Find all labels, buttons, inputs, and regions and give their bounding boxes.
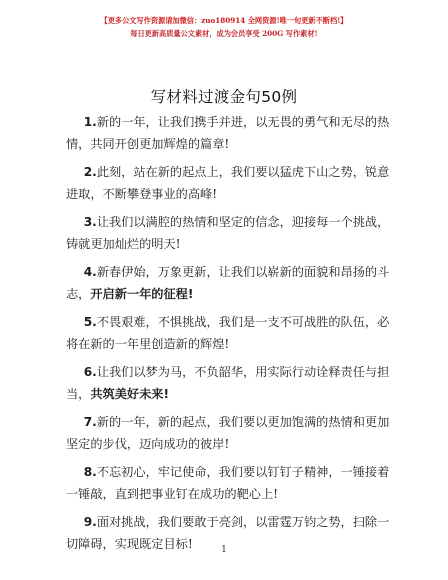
item-number: 5. [83,315,97,329]
list-item [66,161,396,205]
item-text: 让我们以满腔的热情和坚定的信念，迎接每一个挑战，铸就更加灿烂的明天! [66,215,390,251]
item-number: 3. [83,215,97,229]
item-text: 不畏艰难，不惧挑战，我们是一支不可战胜的队伍，必将在新的一年里创造新的辉煌! [66,315,390,351]
item-number: 6. [83,365,97,379]
list-item [66,361,396,405]
item-text: 不忘初心，牢记使命，我们要以钉钉子精神，一锤接着一锤敲，直到把事业钉在成功的靶心上! [66,465,390,501]
item-number: 8. [83,465,97,479]
list-item [66,111,396,155]
promo-line-2: 每日更新高质量公文素材，成为会员享受 200G 写作素材! [130,29,318,38]
document-body [66,111,396,561]
item-text: 面对挑战，我们要敢于亮剑，以雷霆万钧之势，扫除一切障碍，实现既定目标! [66,515,390,551]
document-title: 写材料过渡金句50例 [150,88,298,106]
page-number: 1 [221,545,227,555]
item-number: 4. [83,265,97,279]
item-text: 新的一年，新的起点，我们要以更加饱满的热情和更加坚定的步伐，迈向成功的彼岸! [66,415,390,451]
item-number: 1. [83,115,97,129]
item-bold-text: 开启新一年的征程! [90,287,194,301]
list-item [66,311,396,355]
item-number: 7. [83,415,97,429]
item-number: 9. [83,515,97,529]
item-text: 让我们以梦为马，不负韶华，用实际行动诠释责任与担当， [66,365,390,401]
promo-line-1: 【更多公文写作资源请加微信：zuo180914 全网资源!唯一旬更新不断档!】 [100,16,348,25]
list-item [66,461,396,505]
item-number: 2. [83,165,97,179]
list-item [66,261,396,305]
item-text: 新春伊始，万象更新，让我们以崭新的面貌和昂扬的斗志， [66,265,390,301]
item-text: 此刻，站在新的起点上，我们要以猛虎下山之势，锐意进取，不断攀登事业的高峰! [66,165,390,201]
list-item [66,211,396,255]
item-bold-text: 共筑美好未来! [90,387,170,401]
item-text: 新的一年，让我们携手并进，以无畏的勇气和无尽的热情，共同开创更加辉煌的篇章! [66,115,390,151]
promo-header [0,14,448,40]
list-item [66,411,396,455]
